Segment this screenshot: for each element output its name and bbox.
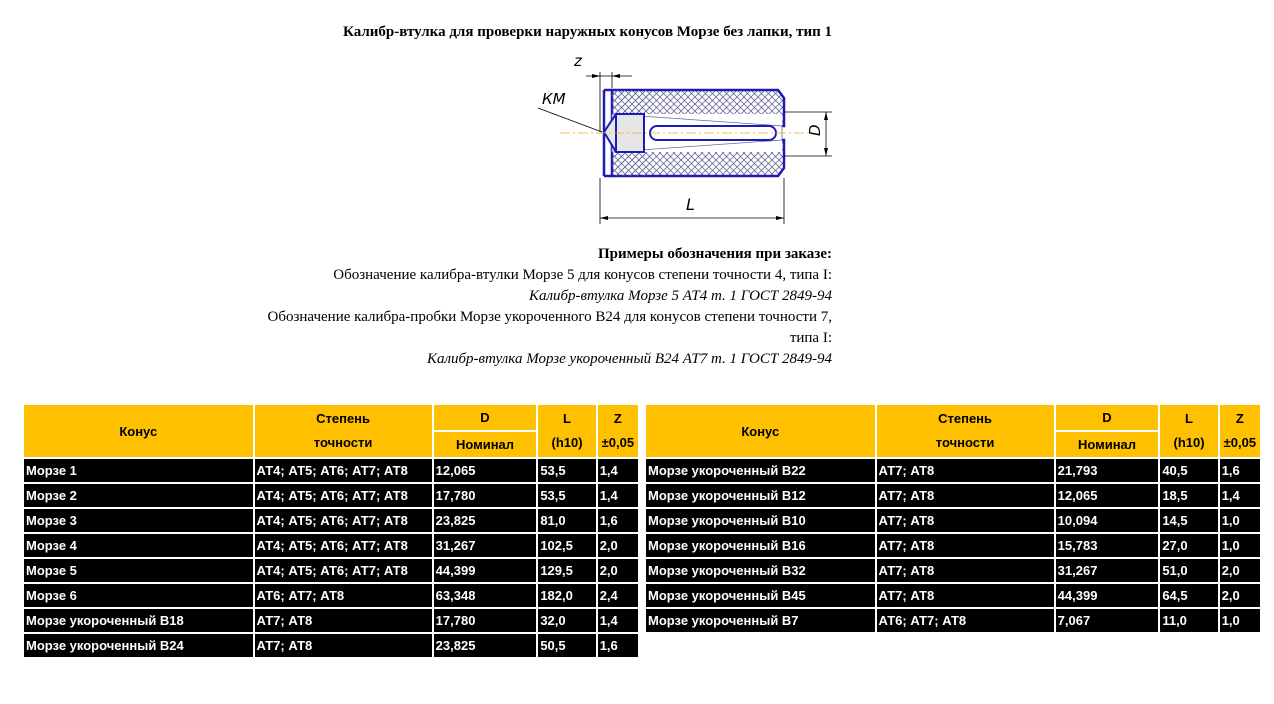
cell-z: 1,6 xyxy=(1220,459,1260,482)
cell-l: 53,5 xyxy=(538,459,595,482)
example-2-designation: Калибр-втулка Морзе укороченный В24 АТ7 т. 1 ГОСТ 2849-94 xyxy=(427,351,832,367)
header-degree: Степень точности xyxy=(877,405,1054,457)
cell-cone: Морзе 3 xyxy=(24,509,253,532)
header-cone: Конус xyxy=(646,405,875,457)
cell-d: 23,825 xyxy=(434,634,537,657)
cell-degree: АТ6; АТ7; АТ8 xyxy=(255,584,432,607)
table-row xyxy=(646,459,1260,482)
header-l: L (h10) xyxy=(538,405,595,457)
cell-z: 1,0 xyxy=(1220,609,1260,632)
cell-cone: Морзе укороченный В16 xyxy=(646,534,875,557)
right-spec-table xyxy=(644,403,1262,634)
cell-degree: АТ6; АТ7; АТ8 xyxy=(877,609,1054,632)
table-row xyxy=(24,559,638,582)
cell-d: 15,783 xyxy=(1056,534,1159,557)
header-d: D xyxy=(1056,405,1159,430)
cell-cone: Морзе 1 xyxy=(24,459,253,482)
cell-l: 27,0 xyxy=(1160,534,1217,557)
cell-degree: АТ4; АТ5; АТ6; АТ7; АТ8 xyxy=(255,484,432,507)
cell-degree: АТ4; АТ5; АТ6; АТ7; АТ8 xyxy=(255,509,432,532)
cell-cone: Морзе укороченный В18 xyxy=(24,609,253,632)
cell-degree: АТ7; АТ8 xyxy=(877,484,1054,507)
table-row xyxy=(24,534,638,557)
cell-d: 44,399 xyxy=(434,559,537,582)
cell-l: 102,5 xyxy=(538,534,595,557)
example-2-description-cont: типа I: xyxy=(789,330,832,346)
cell-l: 50,5 xyxy=(538,634,595,657)
cell-cone: Морзе 4 xyxy=(24,534,253,557)
cell-z: 1,4 xyxy=(1220,484,1260,507)
cell-degree: АТ7; АТ8 xyxy=(877,534,1054,557)
cell-d: 31,267 xyxy=(434,534,537,557)
cell-d: 12,065 xyxy=(1056,484,1159,507)
cell-cone: Морзе укороченный В10 xyxy=(646,509,875,532)
cell-z: 1,4 xyxy=(598,459,638,482)
cell-z: 1,0 xyxy=(1220,534,1260,557)
cell-cone: Морзе укороченный В22 xyxy=(646,459,875,482)
header-d: D xyxy=(434,405,537,430)
cell-l: 182,0 xyxy=(538,584,595,607)
header-l: L (h10) xyxy=(1160,405,1217,457)
cell-z: 2,0 xyxy=(1220,559,1260,582)
cell-degree: АТ7; АТ8 xyxy=(877,559,1054,582)
cell-cone: Морзе укороченный В12 xyxy=(646,484,875,507)
table-row xyxy=(646,584,1260,607)
header-z: Z ±0,05 xyxy=(1220,405,1260,457)
cell-l: 11,0 xyxy=(1160,609,1217,632)
d-label: D xyxy=(806,124,824,136)
table-row xyxy=(646,534,1260,557)
km-label: КМ xyxy=(542,90,566,108)
table-row xyxy=(24,459,638,482)
left-table-body xyxy=(24,459,638,657)
cell-l: 81,0 xyxy=(538,509,595,532)
cell-degree: АТ4; АТ5; АТ6; АТ7; АТ8 xyxy=(255,559,432,582)
cell-d: 12,065 xyxy=(434,459,537,482)
cell-cone: Морзе 5 xyxy=(24,559,253,582)
table-row xyxy=(24,584,638,607)
table-row xyxy=(24,609,638,632)
cell-z: 1,0 xyxy=(1220,509,1260,532)
cell-cone: Морзе укороченный В7 xyxy=(646,609,875,632)
cell-cone: Морзе 6 xyxy=(24,584,253,607)
examples-header: Примеры обозначения при заказе: xyxy=(598,246,832,262)
cell-degree: АТ7; АТ8 xyxy=(877,459,1054,482)
cell-cone: Морзе укороченный В32 xyxy=(646,559,875,582)
order-examples xyxy=(150,244,832,370)
table-row xyxy=(646,559,1260,582)
left-spec-table xyxy=(22,403,640,659)
cell-degree: АТ4; АТ5; АТ6; АТ7; АТ8 xyxy=(255,534,432,557)
cell-degree: АТ7; АТ8 xyxy=(255,634,432,657)
example-1-description: Обозначение калибра-втулки Морзе 5 для конусов степени точности 4, типа I: xyxy=(333,267,832,283)
cell-degree: АТ4; АТ5; АТ6; АТ7; АТ8 xyxy=(255,459,432,482)
cell-d: 7,067 xyxy=(1056,609,1159,632)
l-label: L xyxy=(686,195,695,214)
cell-z: 1,4 xyxy=(598,484,638,507)
right-table-body xyxy=(646,459,1260,632)
cell-cone: Морзе укороченный В45 xyxy=(646,584,875,607)
gauge-bushing-drawing xyxy=(520,48,840,233)
cell-d: 17,780 xyxy=(434,484,537,507)
table-row xyxy=(646,609,1260,632)
cell-degree: АТ7; АТ8 xyxy=(877,509,1054,532)
cell-d: 21,793 xyxy=(1056,459,1159,482)
cell-degree: АТ7; АТ8 xyxy=(877,584,1054,607)
header-z: Z ±0,05 xyxy=(598,405,638,457)
cell-l: 40,5 xyxy=(1160,459,1217,482)
cell-l: 14,5 xyxy=(1160,509,1217,532)
cell-l: 64,5 xyxy=(1160,584,1217,607)
header-d-nominal: Номинал xyxy=(1056,432,1159,457)
cell-z: 2,0 xyxy=(598,534,638,557)
header-cone: Конус xyxy=(24,405,253,457)
cell-cone: Морзе укороченный В24 xyxy=(24,634,253,657)
header-d-nominal: Номинал xyxy=(434,432,537,457)
cell-z: 2,0 xyxy=(1220,584,1260,607)
table-row xyxy=(646,484,1260,507)
table-row xyxy=(24,634,638,657)
cell-l: 53,5 xyxy=(538,484,595,507)
page-title: Калибр-втулка для проверки наружных конусов Морзе без лапки, тип 1 xyxy=(343,24,832,40)
cell-cone: Морзе 2 xyxy=(24,484,253,507)
cell-degree: АТ7; АТ8 xyxy=(255,609,432,632)
table-row xyxy=(646,509,1260,532)
cell-l: 129,5 xyxy=(538,559,595,582)
cell-l: 51,0 xyxy=(1160,559,1217,582)
cell-d: 63,348 xyxy=(434,584,537,607)
z-label: z xyxy=(574,52,582,70)
table-row xyxy=(24,509,638,532)
table-row xyxy=(24,484,638,507)
cell-d: 17,780 xyxy=(434,609,537,632)
cell-l: 18,5 xyxy=(1160,484,1217,507)
cell-l: 32,0 xyxy=(538,609,595,632)
cell-z: 1,4 xyxy=(598,609,638,632)
header-degree: Степень точности xyxy=(255,405,432,457)
cell-d: 44,399 xyxy=(1056,584,1159,607)
example-2-description: Обозначение калибра-пробки Морзе укороченного В24 для конусов степени точности 7, xyxy=(267,309,832,325)
cell-z: 2,4 xyxy=(598,584,638,607)
cell-z: 1,6 xyxy=(598,509,638,532)
cell-z: 2,0 xyxy=(598,559,638,582)
cell-d: 31,267 xyxy=(1056,559,1159,582)
cell-z: 1,6 xyxy=(598,634,638,657)
cell-d: 23,825 xyxy=(434,509,537,532)
cell-d: 10,094 xyxy=(1056,509,1159,532)
example-1-designation: Калибр-втулка Морзе 5 АТ4 т. 1 ГОСТ 2849-94 xyxy=(528,288,832,304)
